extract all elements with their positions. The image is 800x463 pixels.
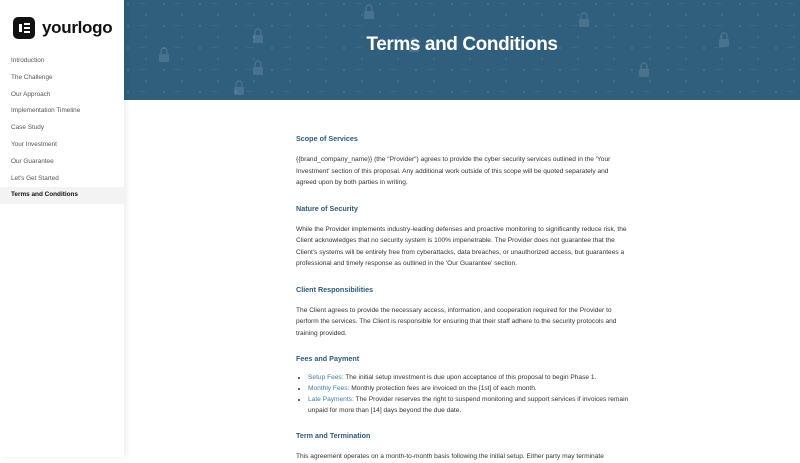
sidebar-item-the-challenge[interactable]: The Challenge — [11, 73, 53, 81]
list-item — [308, 394, 630, 416]
terms-content — [296, 130, 630, 463]
section-body-scope: {{brand_company_name}} (the "Provider") agrees to provide the cyber security services outlined in the 'Your Investment' section of this proposal. Any additional work outside of this scope will be quoted separately and agreed upon by both parties in writing. — [296, 156, 611, 186]
sidebar — [0, 0, 124, 457]
sidebar-nav — [0, 53, 124, 204]
fee-term-monthly: Monthly Fees: — [308, 385, 350, 392]
fee-text-monthly: Monthly protection fees are invoiced on the [1st] of each month. — [351, 385, 537, 392]
section-title-fees: Fees and Payment — [296, 354, 360, 363]
list-item — [308, 372, 630, 383]
list-item — [308, 383, 630, 394]
sidebar-item-our-approach[interactable]: Our Approach — [11, 90, 51, 98]
section-body-client: The Client agrees to provide the necessary access, information, and cooperation required for the Provider to perform the services. The Client is responsible for ensuring that their staff adhere to the security protocols and training provided. — [296, 306, 617, 337]
section-body-term: This agreement operates on a month-to-month basis following the initial setup. Either party may terminate — [296, 453, 604, 460]
fees-list — [296, 372, 630, 416]
section-body-security: While the Provider implements industry-leading defenses and proactive monitoring to significantly reduce risk, the Client acknowledges that no security system is 100% impenetrable. The Provider does not guarantee that the Client's systems will be entirely free from cyberattacks, data breaches, or unauthorized access, but guarantees a professional and timely response as outlined in the 'Our Guarantee' section. — [296, 225, 627, 267]
fee-term-late: Late Payments: — [308, 396, 354, 403]
section-title-term: Term and Termination — [296, 431, 371, 440]
fee-term-setup: Setup Fees: — [308, 374, 344, 381]
sidebar-item-introduction[interactable]: Introduction — [11, 57, 45, 64]
fee-text-setup: The initial setup investment is due upon acceptance of this proposal to begin Phase 1. — [345, 374, 597, 381]
sidebar-item-your-investment[interactable]: Your Investment — [11, 140, 57, 148]
sidebar-item-lets-get-started[interactable]: Let's Get Started — [11, 174, 59, 182]
section-title-security: Nature of Security — [296, 203, 358, 213]
sidebar-item-case-study[interactable]: Case Study — [11, 124, 45, 132]
logo[interactable] — [13, 17, 112, 39]
fee-text-late: The Provider reserves the right to suspend monitoring and support services if invoices remain unpaid for more than [14] days beyond the due date. — [308, 396, 629, 414]
sidebar-item-our-guarantee[interactable]: Our Guarantee — [11, 157, 54, 165]
sidebar-item-implementation-timeline[interactable]: Implementation Timeline — [11, 107, 81, 115]
section-title-scope: Scope of Services — [296, 134, 358, 143]
logo-text: yourlogo — [42, 18, 113, 37]
hero-banner — [124, 0, 800, 100]
sidebar-item-terms-and-conditions[interactable]: Terms and Conditions — [0, 187, 124, 204]
section-title-client: Client Responsibilities — [296, 284, 374, 294]
page-title: Terms and Conditions — [366, 34, 558, 55]
logo-mark-icon — [13, 17, 35, 39]
